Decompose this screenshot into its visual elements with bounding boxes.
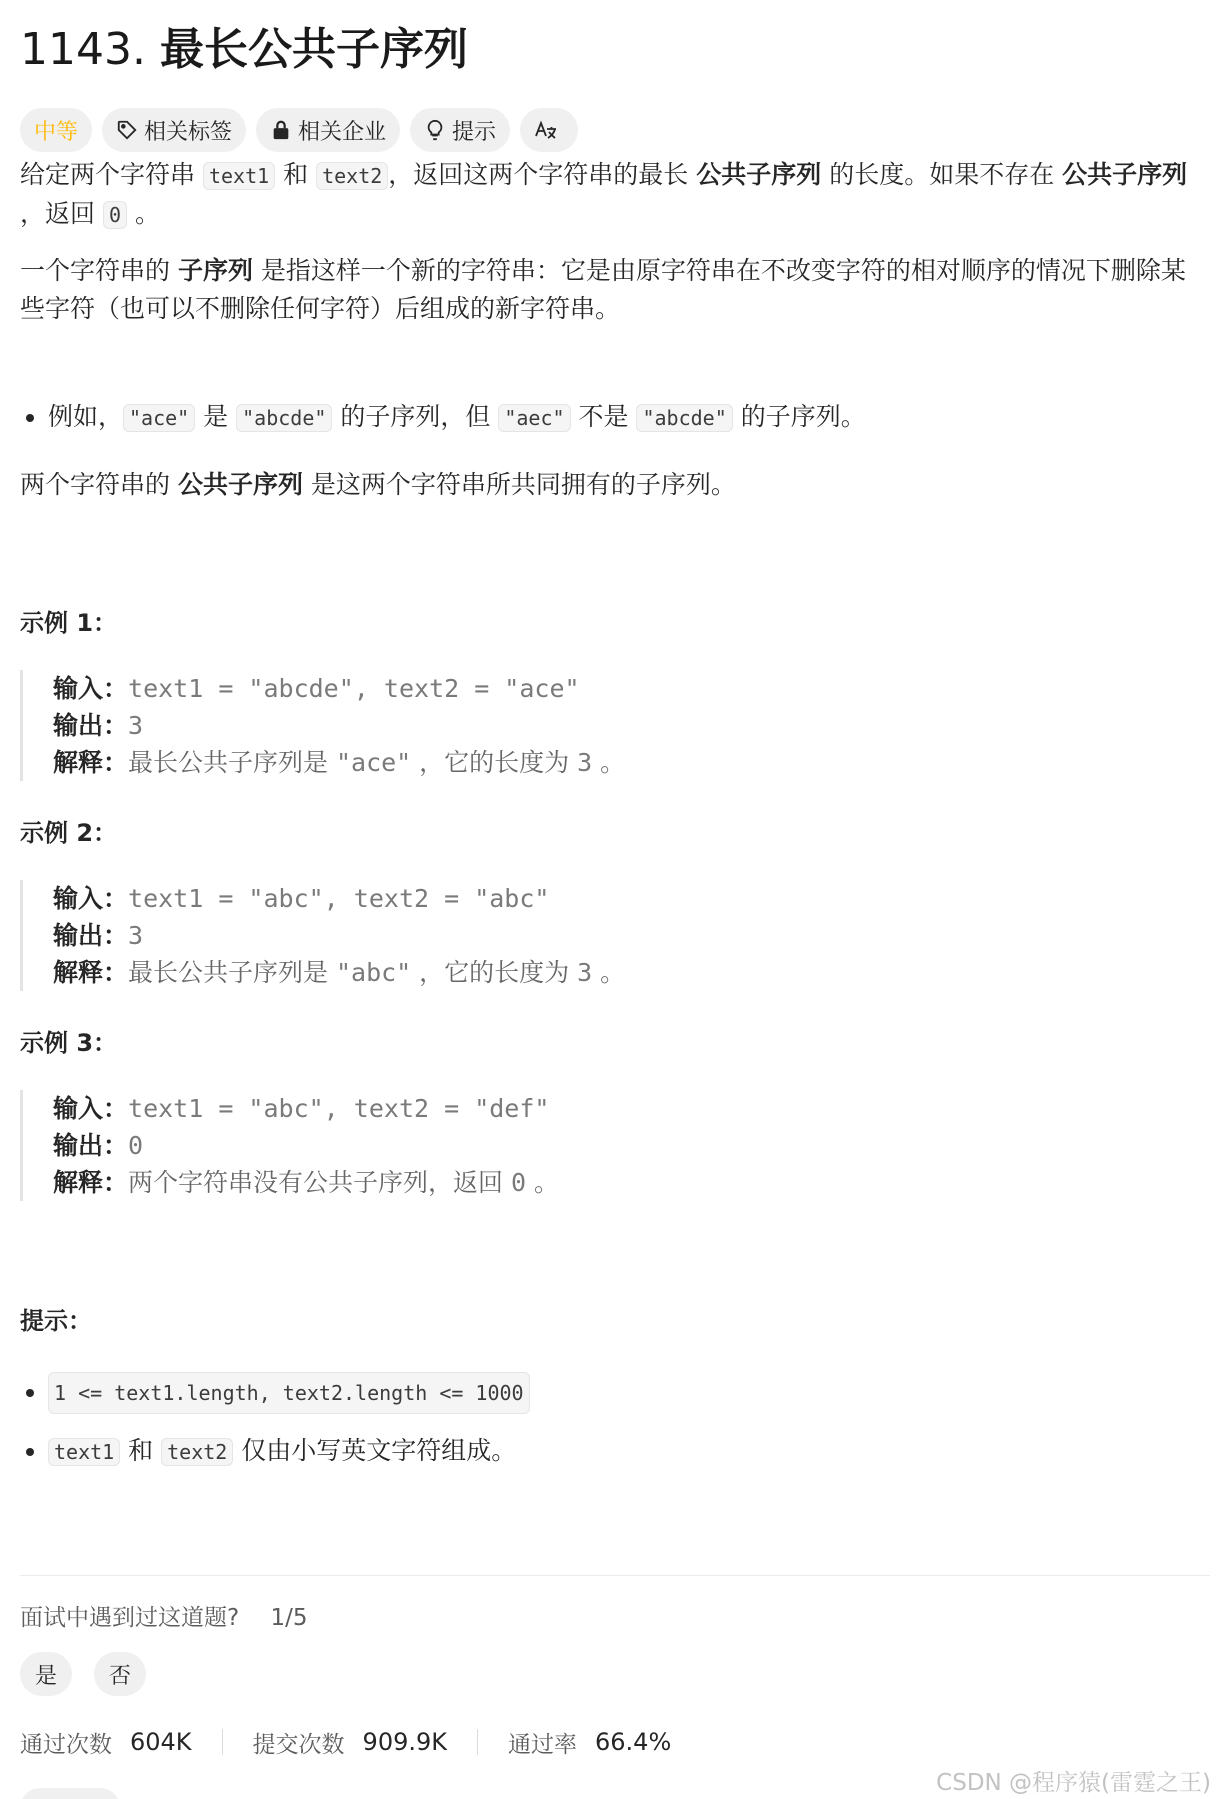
stats-separator xyxy=(477,1729,478,1755)
related-tags-label: 相关标签 xyxy=(144,119,233,145)
example-3-output xyxy=(53,1127,1200,1164)
stats-separator xyxy=(222,1729,223,1755)
problem-number: 1143. xyxy=(20,24,146,75)
constraints-title: 提示： xyxy=(20,1307,92,1335)
text: 3 xyxy=(577,748,593,777)
example-3-input xyxy=(53,1090,1200,1127)
csdn-watermark: CSDN @程序猿(雷霆之王) xyxy=(936,1770,1211,1796)
output-value: 3 xyxy=(128,921,144,950)
bold-term: 公共子序列 xyxy=(1062,160,1188,189)
input-value: text1 = "abc", text2 = "abc" xyxy=(128,884,550,913)
inline-code: text2 xyxy=(161,1438,233,1466)
output-label: 输出： xyxy=(53,1131,129,1160)
bullet-text xyxy=(48,1432,516,1471)
hint-button[interactable] xyxy=(410,108,510,152)
acceptance-rate-label: 通过率 xyxy=(508,1731,577,1758)
text: 。 xyxy=(592,958,626,987)
text: 和 xyxy=(120,1436,162,1465)
example-3-explanation xyxy=(53,1164,1200,1201)
text: 两个字符串的 xyxy=(20,470,178,499)
description-example-bullet xyxy=(20,398,1210,437)
text: 仅由小写英文字符组成。 xyxy=(233,1436,517,1465)
text: 是指这样一个新的字符串：它是由原字符串在不改变字符的相对顺序的情况下删除某些字符（也可以不删除任何字符）后组成的新字符串。 xyxy=(20,256,1186,323)
yes-label: 是 xyxy=(34,1663,57,1689)
text: 的长度。如果不存在 xyxy=(821,160,1063,189)
interview-question: 面试中遇到过这道题? xyxy=(20,1605,240,1631)
submissions-value: 909.9K xyxy=(362,1728,447,1756)
inline-code: "abcde" xyxy=(236,404,332,432)
example-3-title: 示例 3： xyxy=(20,1029,118,1057)
text: 给定两个字符串 xyxy=(20,160,203,189)
partial-button[interactable] xyxy=(20,1788,120,1799)
explain-label: 解释： xyxy=(53,748,129,777)
lightbulb-icon xyxy=(424,119,446,141)
inline-code: text1 xyxy=(203,162,275,190)
constraint-1 xyxy=(20,1372,1210,1414)
accepted-label: 通过次数 xyxy=(20,1731,112,1758)
bold-term: 子序列 xyxy=(177,256,253,285)
interview-no-button[interactable] xyxy=(94,1652,146,1696)
output-label: 输出： xyxy=(53,711,129,740)
example-2-output xyxy=(53,917,1200,954)
input-label: 输入： xyxy=(53,1094,129,1123)
example-3-block xyxy=(20,1090,1200,1201)
inline-code: "aec" xyxy=(498,404,570,432)
no-label: 否 xyxy=(108,1663,131,1689)
tag-bar xyxy=(20,108,578,152)
text: 0 xyxy=(510,1168,527,1197)
text: 。 xyxy=(592,748,626,777)
hint-label: 提示 xyxy=(452,119,497,145)
text: ，返回 xyxy=(20,199,103,228)
text: 最长公共子序列是 xyxy=(128,958,336,987)
submissions-label: 提交次数 xyxy=(252,1731,345,1758)
interview-count: 1/5 xyxy=(270,1605,308,1631)
text: 两个字符串没有公共子序列，返回 xyxy=(128,1168,511,1197)
bullet-text xyxy=(48,398,866,437)
output-value: 3 xyxy=(128,711,144,740)
example-1-explanation xyxy=(53,744,1200,781)
inline-code: 0 xyxy=(103,201,127,229)
text: ，它的长度为 xyxy=(411,748,578,777)
text: 是这两个字符串所共同拥有的子序列。 xyxy=(302,470,736,499)
input-label: 输入： xyxy=(53,884,129,913)
related-companies-button[interactable] xyxy=(256,108,400,152)
inline-code: text1 xyxy=(48,1438,120,1466)
text: 和 xyxy=(275,160,317,189)
description-paragraph-3 xyxy=(20,466,1210,504)
text: 一个字符串的 xyxy=(20,256,178,285)
translate-icon xyxy=(534,118,558,142)
text: "ace" xyxy=(335,748,412,777)
text: 最长公共子序列是 xyxy=(128,748,336,777)
input-value: text1 = "abc", text2 = "def" xyxy=(128,1094,550,1123)
text: "abc" xyxy=(335,958,412,987)
bold-term: 公共子序列 xyxy=(696,160,822,189)
description-paragraph-2 xyxy=(20,252,1210,328)
interview-question-row xyxy=(20,1599,1210,1637)
text: ，它的长度为 xyxy=(411,958,578,987)
example-1-input xyxy=(53,670,1200,707)
explain-label: 解释： xyxy=(53,958,129,987)
text: 是 xyxy=(195,402,237,431)
translate-button[interactable] xyxy=(520,108,578,152)
tag-icon xyxy=(116,119,138,141)
example-2-block xyxy=(20,880,1200,991)
text: 。 xyxy=(526,1168,559,1197)
interview-yes-button[interactable] xyxy=(20,1652,72,1696)
inline-code: "abcde" xyxy=(636,404,732,432)
text: 的子序列，但 xyxy=(332,402,499,431)
problem-title xyxy=(20,20,468,80)
explain-label: 解释： xyxy=(53,1168,129,1197)
problem-name: 最长公共子序列 xyxy=(159,24,468,75)
difficulty-label: 中等 xyxy=(34,119,79,145)
bullet-dot xyxy=(26,1448,34,1456)
text: 。 xyxy=(127,199,160,228)
difficulty-badge xyxy=(20,108,92,152)
text: 例如， xyxy=(48,402,124,431)
bullet-dot xyxy=(26,1389,34,1397)
example-1-output xyxy=(53,707,1200,744)
lock-icon xyxy=(270,119,292,141)
acceptance-rate-value: 66.4% xyxy=(595,1728,672,1756)
input-label: 输入： xyxy=(53,674,129,703)
related-companies-label: 相关企业 xyxy=(298,119,387,145)
inline-code: "ace" xyxy=(123,404,195,432)
text: 不是 xyxy=(570,402,637,431)
inline-code: text2 xyxy=(316,162,388,190)
description-paragraph-1 xyxy=(20,156,1210,234)
divider xyxy=(20,1575,1210,1576)
stats-bar xyxy=(20,1722,671,1762)
output-value: 0 xyxy=(128,1131,144,1160)
accepted-value: 604K xyxy=(130,1728,192,1756)
related-tags-button[interactable] xyxy=(102,108,246,152)
example-1-block xyxy=(20,670,1200,781)
example-1-title: 示例 1： xyxy=(20,609,118,637)
example-2-title: 示例 2： xyxy=(20,819,118,847)
bullet-dot xyxy=(26,414,34,422)
inline-code: 1 <= text1.length, text2.length <= 1000 xyxy=(48,1372,530,1414)
constraint-2 xyxy=(20,1432,1210,1471)
bold-term: 公共子序列 xyxy=(177,470,303,499)
text: 3 xyxy=(577,958,593,987)
input-value: text1 = "abcde", text2 = "ace" xyxy=(128,674,580,703)
text: ，返回这两个字符串的最长 xyxy=(388,160,697,189)
text: 的子序列。 xyxy=(732,402,866,431)
example-2-explanation xyxy=(53,954,1200,991)
example-2-input xyxy=(53,880,1200,917)
output-label: 输出： xyxy=(53,921,129,950)
